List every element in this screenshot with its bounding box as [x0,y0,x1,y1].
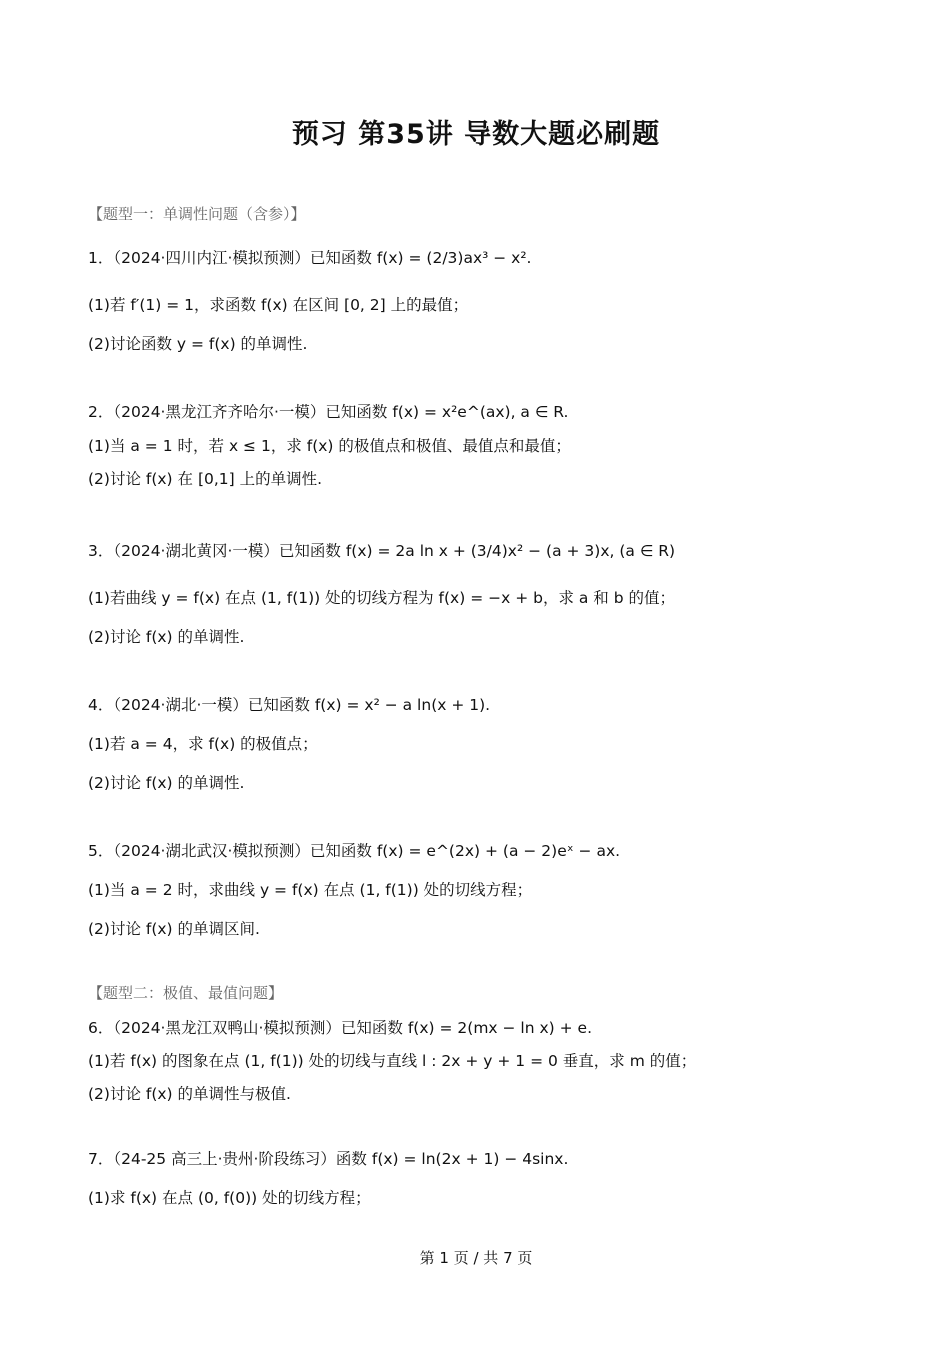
section-heading-1: 【题型一：单调性问题（含参）】 [88,205,306,223]
problem-1-part-1: (1)若 f′(1) = 1，求函数 f(x) 在区间 [0, 2] 上的最值； [88,296,469,314]
problem-6-stem: 6．（2024·黑龙江双鸭山·模拟预测）已知函数 f(x) = 2(mx − ln x) + e. [88,1019,593,1037]
problem-3-part-1: (1)若曲线 y = f(x) 在点 (1, f(1)) 处的切线方程为 f(x) = −x + b，求 a 和 b 的值； [88,589,676,607]
problem-4-part-2: (2)讨论 f(x) 的单调性. [88,774,245,792]
problem-5-stem: 5．（2024·湖北武汉·模拟预测）已知函数 f(x) = e^(2x) + (a − 2)eˣ − ax. [88,842,621,860]
problem-2-stem: 2．（2024·黑龙江齐齐哈尔·一模）已知函数 f(x) = x²e^(ax), a ∈ R. [88,403,569,421]
problem-6-part-1: (1)若 f(x) 的图象在点 (1, f(1)) 处的切线与直线 l : 2x + y + 1 = 0 垂直，求 m 的值； [88,1052,697,1070]
page-title: 预习 第35讲 导数大题必刷题 [291,119,661,150]
problem-2-part-1: (1)当 a = 1 时，若 x ≤ 1，求 f(x) 的极值点和极值、最值点和最值； [88,437,571,455]
problem-3-stem: 3．（2024·湖北黄冈·一模）已知函数 f(x) = 2a ln x + (3/4)x² − (a + 3)x, (a ∈ R) [88,542,676,560]
problem-1-part-2: (2)讨论函数 y = f(x) 的单调性. [88,335,308,353]
page-footer: 第 1 页 / 共 7 页 [419,1249,533,1267]
problem-5-part-2: (2)讨论 f(x) 的单调区间. [88,920,260,938]
problem-7-stem: 7．（24-25 高三上·贵州·阶段练习）函数 f(x) = ln(2x + 1) − 4sinx. [88,1150,569,1168]
problem-1-stem: 1．（2024·四川内江·模拟预测）已知函数 f(x) = (2/3)ax³ − x². [88,249,532,267]
problem-5-part-1: (1)当 a = 2 时，求曲线 y = f(x) 在点 (1, f(1)) 处的切线方程； [88,881,533,899]
problem-6-part-2: (2)讨论 f(x) 的单调性与极值. [88,1085,291,1103]
problem-3-part-2: (2)讨论 f(x) 的单调性. [88,628,245,646]
problem-4-part-1: (1)若 a = 4，求 f(x) 的极值点； [88,735,318,753]
problem-4-stem: 4．（2024·湖北·一模）已知函数 f(x) = x² − a ln(x + 1). [88,696,491,714]
problem-7-part-1: (1)求 f(x) 在点 (0, f(0)) 处的切线方程； [88,1189,371,1207]
section-heading-2: 【题型二：极值、最值问题】 [88,984,284,1002]
problem-2-part-2: (2)讨论 f(x) 在 [0,1] 上的单调性. [88,470,323,488]
